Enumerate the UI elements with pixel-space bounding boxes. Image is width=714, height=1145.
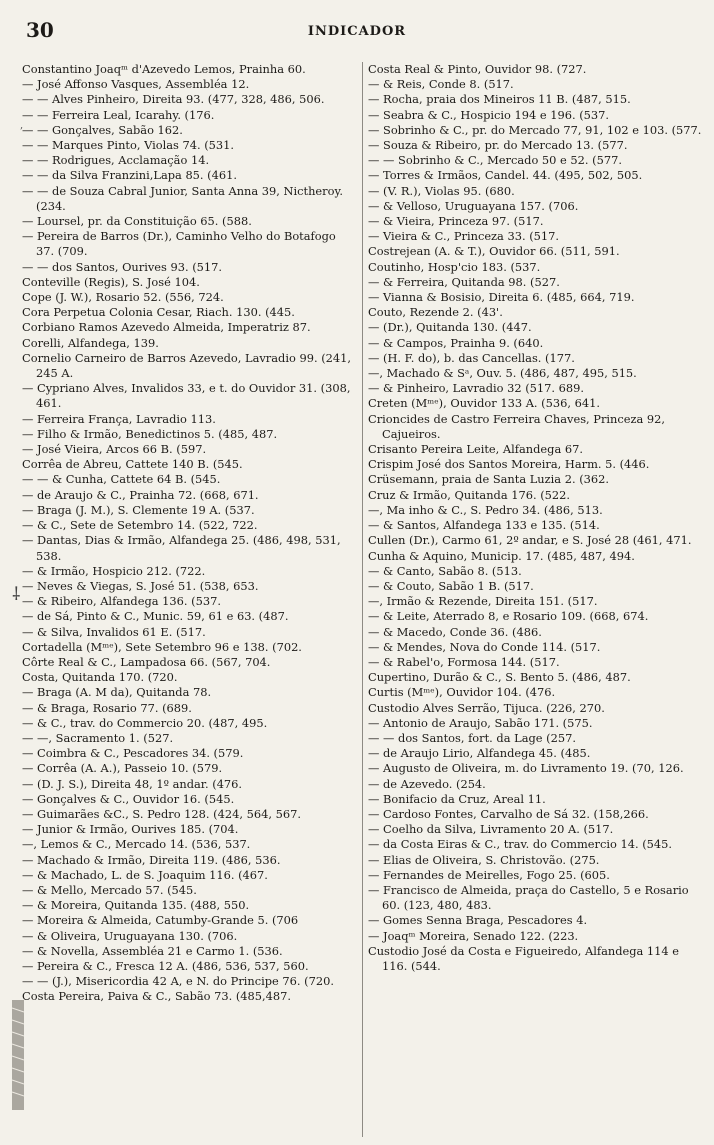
directory-entry: — & Braga, Rosario 77. (689. — [22, 700, 192, 715]
directory-entry: — & Irmão, Hospicio 212. (722. — [22, 563, 206, 578]
directory-entry: — & Machado, L. de S. Joaquim 116. (467. — [22, 867, 268, 882]
directory-entry: Corbiano Ramos Azevedo Almeida, Imperatriz 87. — [22, 320, 311, 335]
directory-entry: — Augusto de Oliveira, m. do Livramento 19. (70, 126. — [368, 761, 684, 776]
directory-entry: — & Novella, Assembléa 21 e Carmo 1. (536. — [22, 943, 283, 958]
directory-entry: — — dos Santos, fort. da Lage (257. — [368, 730, 576, 745]
directory-entry: — — & Cunha, Cattete 64 B. (545. — [22, 472, 221, 487]
directory-entry: — (H. F. do), b. das Cancellas. (177. — [368, 350, 575, 365]
directory-entry: —, Irmão & Rezende, Direita 151. (517. — [368, 594, 598, 609]
directory-entry: Cupertino, Durão & C., S. Bento 5. (486, 487. — [368, 670, 631, 685]
page-header — [26, 18, 688, 52]
directory-entry: — José Affonso Vasques, Assembléa 12. — [22, 77, 250, 92]
directory-entry: — & Oliveira, Uruguayana 130. (706. — [22, 928, 238, 943]
directory-entry: — Neves & Viegas, S. José 51. (538, 653. — [22, 578, 259, 593]
directory-entry: Cruz & Irmão, Quitanda 176. (522. — [368, 487, 571, 502]
directory-entry: Costa, Quitanda 170. (720. — [22, 670, 178, 685]
directory-entry: — Braga (J. M.), S. Clemente 19 A. (537. — [22, 502, 255, 517]
directory-entry: Creten (Mᵐᵉ), Ouvidor 133 A. (536, 641. — [368, 396, 600, 411]
directory-columns — [22, 62, 702, 1137]
directory-entry: — Filho & Irmão, Benedictinos 5. (485, 487. — [22, 426, 278, 441]
directory-entry: — Joaqᵐ Moreira, Senado 122. (223. — [368, 928, 579, 943]
directory-entry: — de Araujo Lirio, Alfandega 45. (485. — [368, 746, 591, 761]
directory-entry: — Cardoso Fontes, Carvalho de Sá 32. (158,266. — [368, 806, 649, 821]
directory-entry: — & Mendes, Nova do Conde 114. (517. — [368, 639, 601, 654]
directory-entry: — —, Sacramento 1. (527. — [22, 730, 174, 745]
directory-entry: — Guimarães &C., S. Pedro 128. (424, 564, 567. — [22, 806, 301, 821]
directory-entry: — Vieira & C., Princeza 33. (517. — [368, 229, 560, 244]
directory-entry: Constantino Joaqᵐ d'Azevedo Lemos, Prainha 60. — [22, 62, 306, 76]
directory-entry: Cortadella (Mᵐᵉ), Sete Setembro 96 e 138. (702. — [22, 639, 302, 654]
directory-entry: — & Silva, Invalidos 61 E. (517. — [22, 624, 206, 639]
directory-entry: — de Azevedo. (254. — [368, 776, 486, 791]
directory-entry: — Pereira & C., Fresca 12 A. (486, 536, 537, 560. — [22, 958, 309, 973]
directory-entry: — Coelho da Silva, Livramento 20 A. (517. — [368, 822, 614, 837]
directory-entry: Corrêa de Abreu, Cattete 140 B. (545. — [22, 457, 243, 472]
directory-entry: — de Sá, Pinto & C., Munic. 59, 61 e 63. (487. — [22, 609, 289, 624]
directory-entry: Crüsemann, praia de Santa Luzia 2. (362. — [368, 472, 609, 487]
directory-entry: — Junior & Irmão, Ourives 185. (704. — [22, 822, 239, 837]
directory-entry: — Souza & Ribeiro, pr. do Mercado 13. (577. — [368, 138, 628, 153]
directory-entry: —, Ma inho & C., S. Pedro 34. (486, 513. — [368, 502, 603, 517]
directory-entry: —, Lemos & C., Mercado 14. (536, 537. — [22, 837, 251, 852]
directory-entry: Costa Pereira, Paiva & C., Sabão 73. (485,487. — [22, 989, 292, 1004]
directory-entry: — & Couto, Sabão 1 B. (517. — [368, 578, 534, 593]
directory-entry: — Ferreira França, Lavradio 113. — [22, 411, 216, 426]
directory-entry: Côrte Real & C., Lampadosa 66. (567, 704. — [22, 654, 271, 669]
directory-entry: Cullen (Dr.), Carmo 61, 2º andar, e S. José 28 (461, 471. — [368, 533, 692, 548]
directory-entry: — & C., trav. do Commercio 20. (487, 495. — [22, 715, 268, 730]
directory-entry: — — Alves Pinheiro, Direita 93. (477, 328, 486, 506. — [22, 92, 325, 107]
directory-entry: — Coimbra & C., Pescadores 34. (579. — [22, 746, 244, 761]
margin-dagger-mark: ⸸ — [12, 584, 21, 605]
directory-entry: — & Pinheiro, Lavradio 32 (517. 689. — [368, 381, 585, 396]
directory-entry: — & Macedo, Conde 36. (486. — [368, 624, 542, 639]
directory-entry: — Bonifacio da Cruz, Areal 11. — [368, 791, 546, 806]
directory-entry: — — Gonçalves, Sabão 162. — [22, 122, 183, 137]
directory-entry: — Gonçalves & C., Ouvidor 16. (545. — [22, 791, 235, 806]
directory-entry: — (Dr.), Quitanda 130. (447. — [368, 320, 532, 335]
directory-entry: — Vianna & Bosisio, Direita 6. (485, 664, 719. — [368, 290, 635, 305]
directory-entry: — & Vieira, Princeza 97. (517. — [368, 214, 544, 229]
directory-entry: — de Araujo & C., Prainha 72. (668, 671. — [22, 487, 259, 502]
directory-entry: — Machado & Irmão, Direita 119. (486, 536. — [22, 852, 281, 867]
directory-entry: Curtis (Mᵐᵉ), Ouvidor 104. (476. — [368, 685, 556, 700]
directory-entry: Costrejean (A. & T.), Ouvidor 66. (511, 591. — [368, 244, 620, 259]
page-number: 30 — [26, 18, 54, 42]
directory-entry: — — Ferreira Leal, Icarahy. (176. — [22, 107, 215, 122]
directory-entry: — & Canto, Sabão 8. (513. — [368, 563, 522, 578]
directory-entry: — José Vieira, Arcos 66 B. (597. — [22, 442, 207, 457]
directory-entry: Crispim José dos Santos Moreira, Harm. 5. (446. — [368, 457, 650, 472]
directory-entry: Cope (J. W.), Rosario 52. (556, 724. — [22, 290, 224, 305]
directory-entry: — da Costa Eiras & C., trav. do Commercio 14. (545. — [368, 837, 673, 852]
directory-entry: Conteville (Regis), S. José 104. — [22, 274, 200, 289]
directory-entry: — & Mello, Mercado 57. (545. — [22, 882, 197, 897]
directory-entry: — & Velloso, Uruguayana 157. (706. — [368, 198, 579, 213]
directory-entry: — Dantas, Dias & Irmão, Alfandega 25. (486, 498, 531, 538. — [22, 533, 341, 563]
directory-entry: — & Ribeiro, Alfandega 136. (537. — [22, 594, 221, 609]
directory-entry: Corelli, Alfandega, 139. — [22, 335, 159, 350]
right-column — [362, 62, 702, 1137]
margin-tick: , — [20, 120, 24, 131]
directory-entry: — Moreira & Almeida, Catumby-Grande 5. (706 — [22, 913, 299, 928]
directory-entry: — Braga (A. M da), Quitanda 78. — [22, 685, 212, 700]
directory-entry: — Sobrinho & C., pr. do Mercado 77, 91, 102 e 103. (577. — [368, 122, 702, 137]
directory-entry: Costa Real & Pinto, Ouvidor 98. (727. — [368, 62, 587, 76]
directory-entry: Crisanto Pereira Leite, Alfandega 67. — [368, 442, 583, 457]
directory-entry: — Francisco de Almeida, praça do Castello, 5 e Rosario 60. (123, 480, 483. — [368, 882, 689, 913]
directory-entry: — — da Silva Franzini,Lapa 85. (461. — [22, 168, 237, 183]
directory-entry: — Cypriano Alves, Invalidos 33, e t. do Ouvidor 31. (308, 461. — [22, 381, 351, 411]
directory-entry: — Torres & Irmãos, Candel. 44. (495, 502, 505. — [368, 168, 643, 183]
directory-entry: — & Moreira, Quitanda 135. (488, 550. — [22, 898, 250, 913]
directory-entry: — & C., Sete de Setembro 14. (522, 722. — [22, 518, 258, 533]
directory-entry: — — Sobrinho & C., Mercado 50 e 52. (577. — [368, 153, 622, 168]
left-column — [22, 62, 362, 1137]
directory-entry: — Elias de Oliveira, S. Christovão. (275. — [368, 852, 600, 867]
directory-entry: — & Rabel'o, Formosa 144. (517. — [368, 654, 560, 669]
directory-entry: — Corrêa (A. A.), Passeio 10. (579. — [22, 761, 223, 776]
directory-entry: — (D. J. S.), Direita 48, 1º andar. (476. — [22, 776, 243, 791]
directory-entry: Cornelio Carneiro de Barros Azevedo, Lavradio 99. (241, 245 A. — [22, 350, 351, 381]
directory-entry: Custodio José da Costa e Figueiredo, Alfandega 114 e 116. (544. — [368, 943, 680, 973]
directory-entry: — & Leite, Aterrado 8, e Rosario 109. (668, 674. — [368, 609, 649, 624]
directory-entry: Cunha & Aquino, Municip. 17. (485, 487, 494. — [368, 548, 635, 563]
directory-entry: — Pereira de Barros (Dr.), Caminho Velho do Botafogo 37. (709. — [22, 229, 336, 259]
directory-entry: — & Reis, Conde 8. (517. — [368, 77, 514, 92]
running-title: INDICADOR — [307, 24, 407, 39]
directory-entry: — & Ferreira, Quitanda 98. (527. — [368, 274, 560, 289]
directory-entry: — — de Souza Cabral Junior, Santa Anna 39, Nictheroy. (234. — [22, 183, 344, 213]
directory-entry: — — (J.), Misericordia 42 A, e N. do Principe 76. (720. — [22, 974, 334, 989]
directory-entry: — — Rodrigues, Acclamação 14. — [22, 153, 210, 168]
directory-entry: — & Campos, Prainha 9. (640. — [368, 335, 544, 350]
directory-entry: — & Santos, Alfandega 133 e 135. (514. — [368, 518, 600, 533]
directory-entry: Cora Perpetua Colonia Cesar, Riach. 130. (445. — [22, 305, 295, 320]
directory-entry: — (V. R.), Violas 95. (680. — [368, 183, 515, 198]
directory-entry: — Gomes Senna Braga, Pescadores 4. — [368, 913, 588, 928]
directory-entry: — Rocha, praia dos Mineiros 11 B. (487, 515. — [368, 92, 631, 107]
directory-entry: —, Machado & Sᵃ, Ouv. 5. (486, 487, 495, 515. — [368, 366, 637, 381]
directory-entry: — Seabra & C., Hospicio 194 e 196. (537. — [368, 107, 610, 122]
directory-entry: Couto, Rezende 2. (43'. — [368, 305, 503, 320]
directory-entry: — Fernandes de Meirelles, Fogo 25. (605. — [368, 867, 610, 882]
directory-entry: Crioncides de Castro Ferreira Chaves, Princeza 92, Cajueiros. — [368, 411, 666, 441]
directory-entry: — — Marques Pinto, Violas 74. (531. — [22, 138, 235, 153]
directory-entry: Coutinho, Hosp'cio 183. (537. — [368, 259, 541, 274]
directory-entry: — Antonio de Araujo, Sabão 171. (575. — [368, 715, 593, 730]
directory-entry: — — dos Santos, Ourives 93. (517. — [22, 259, 223, 274]
directory-entry: — Loursel, pr. da Constituição 65. (588. — [22, 214, 252, 229]
directory-entry: Custodio Alves Serrão, Tijuca. (226, 270. — [368, 700, 605, 715]
